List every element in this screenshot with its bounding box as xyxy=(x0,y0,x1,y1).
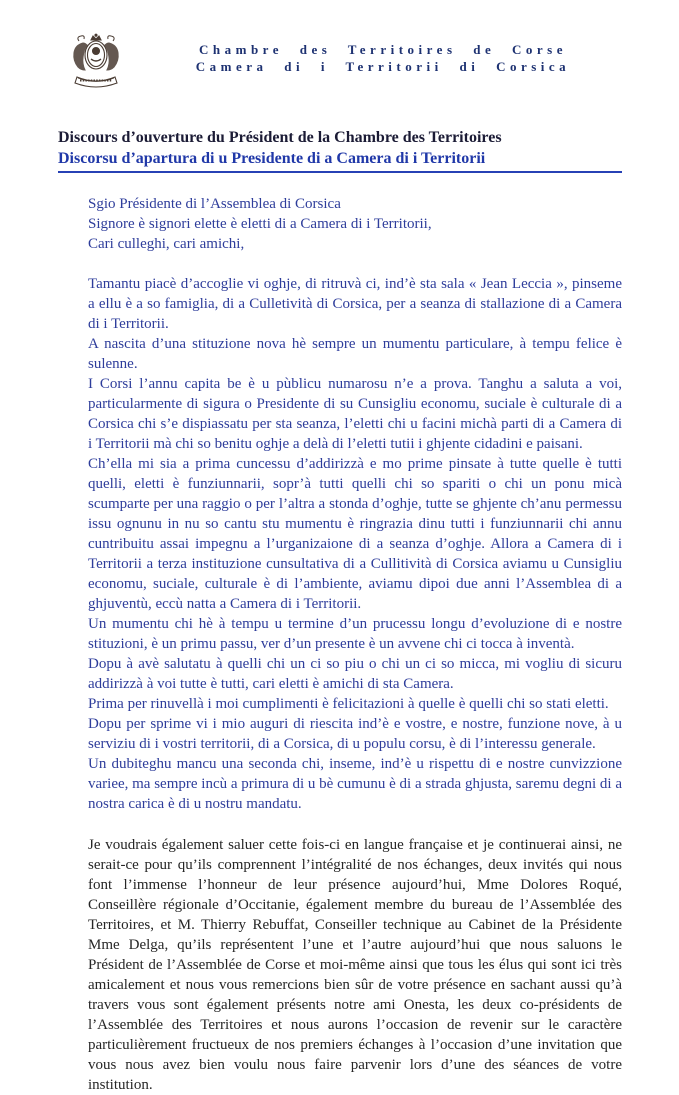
corsican-speech-paragraphs xyxy=(88,274,622,814)
org-name-french: Chambre des Territoires de Corse xyxy=(199,42,567,57)
speech-paragraph: Ch’ella mi sia a prima cuncessu d’addirizzà e mo prime pinsate à tutte quelle è tutti quelli, eletti è funziunnarii, sopr’à tutti quelli chi so spariti o chi un ponu micà scumparte per una raggio o per l’altra a stonda d’oghje, tutte se ghjente ch’anu permessu issu ognunu in nu so cantu stu mumentu è ringrazia dinu tutti i funziunnarii chi annu cuntribuitu assai impegnu a l’urganizaione di a seanza d’oghje. Allora a Camera di i Territorii a terza instituzione cunsultativa di a Cullitività di Corsica aviamu u Cunsigliu economu, suciale, culturale è di l’ambiente, aviamu dipoi due anni l’Assemblea di a ghjuventù, eccù natta a Camera di i Territorii. xyxy=(88,456,622,612)
document-body xyxy=(88,194,622,1095)
speech-paragraph: Je voudrais également saluer cette fois-ci en langue française et je continuerai ainsi, ne serait-ce pour qu’ils comprennent l’intégralité de nos échanges, deux invités qui nous font l’immense l’honneur de leur présence aujourd’hui, Mme Dolores Roqué, Conseillère régionale d’Occitanie, également membre du bureau de l’Assemblée des Territoires, et M. Thierry Rebuffat, Conseiller technique au Cabinet de la Présidente Mme Delga, qu’ils représentent l’une et l’autre aujourd’hui que nous saluons le Président de l’Assemblée de Corse et moi-même ainsi que tous les élus qui sont ici très amicalement et nous vous remercions bien sûr de votre présence en sachant aussi qu’à travers vous sont également présents notre ami Onesta, les deux co-présidents de l’Assemblée des Territoires et nous aurons l’occasion de revenir sur le caractère particulièrement fructueux de nos premiers échanges à l’occasion d’une invitation que vous nous avez bien voulu nous faire parvenir lors d’une des séances de votre institution. xyxy=(88,837,622,1093)
speech-paragraph: Un mumentu chi hè à tempu u termine d’un prucessu longu d’evoluzione di e nostre stituzioni, è un primu passu, ver d’un presente è un avvene chi ci tocca à inventà. xyxy=(88,616,622,652)
speech-paragraph: Dopu à avè salutatu à quelli chi un ci so piu o chi un ci so micca, mi vogliu di sicuru addirizzà à voi tutte è tutti, cari eletti è amichi di sta Camera. xyxy=(88,656,622,692)
speech-paragraph: Tamantu piacè d’accoglie vi oghje, di ritruvà ci, ind’è sta sala « Jean Leccia », pinseme a ellu è a so famiglia, di a Culletività di Corsica, per a seanza di stallazione di a Camera di i Territorii. xyxy=(88,276,622,332)
speech-paragraph: Prima per rinuvellà i moi cumplimenti è felicitazioni à quelle è quelli chi so stati eletti. xyxy=(88,696,609,712)
coat-of-arms-icon xyxy=(65,33,127,89)
document-header xyxy=(0,0,679,89)
speech-paragraph: Un dubiteghu mancu una seconda chi, inseme, ind’è u rispettu di e nostre cunvizzione variee, ma sempre incù a primura di u bè cumunu è di a strada ghjusta, saremu degni di a nostra carica è di u nostru mandatu. xyxy=(88,756,622,812)
speech-paragraph: Dopu per sprime vi i mio auguri di riescita ind’è e vostre, e nostre, funzione nove, à u serviziu di i vostri territorii, di a Corsica, di u populu corsu, è di l’interessu generale. xyxy=(88,716,622,752)
speech-paragraph: I Corsi l’annu capita be è u pùblicu numarosu n’e a prova. Tanghu a saluta a voi, particularmente di sigura o Presidente di su Cunsigliu economu, suciale è culturale di a Corsica chi s’e dispiassatu per sta seanza, l’eletti chi u facini michà parti di a Camera di i Territorii mà chi so benitu oghje a delà di l’eletti tutii i ghjente cidadini e paisani. xyxy=(88,376,622,452)
org-name-block xyxy=(127,33,639,75)
speech-paragraph: A nascita d’una stituzione nova hè sempre un mumentu particulare, à tempu felice è sulenne. xyxy=(88,336,622,372)
title-french: Discours d’ouverture du Président de la Chambre des Territoires xyxy=(58,129,502,146)
org-name-corsican: Camera di i Territorii di Corsica xyxy=(195,59,571,74)
salutation-line: Cari culleghi, cari amichi, xyxy=(88,236,245,252)
salutation-line: Sgio Présidente di l’Assemblea di Corsica xyxy=(88,196,341,212)
document-title-block xyxy=(58,127,622,173)
title-corsican: Discorsu d’apartura di u Presidente di a Camera di i Territorii xyxy=(58,150,486,167)
salutation-line: Signore è signori elette è eletti di a Camera di i Territorii, xyxy=(88,216,432,232)
french-speech-paragraphs xyxy=(88,835,622,1095)
salutation-block xyxy=(88,194,622,254)
